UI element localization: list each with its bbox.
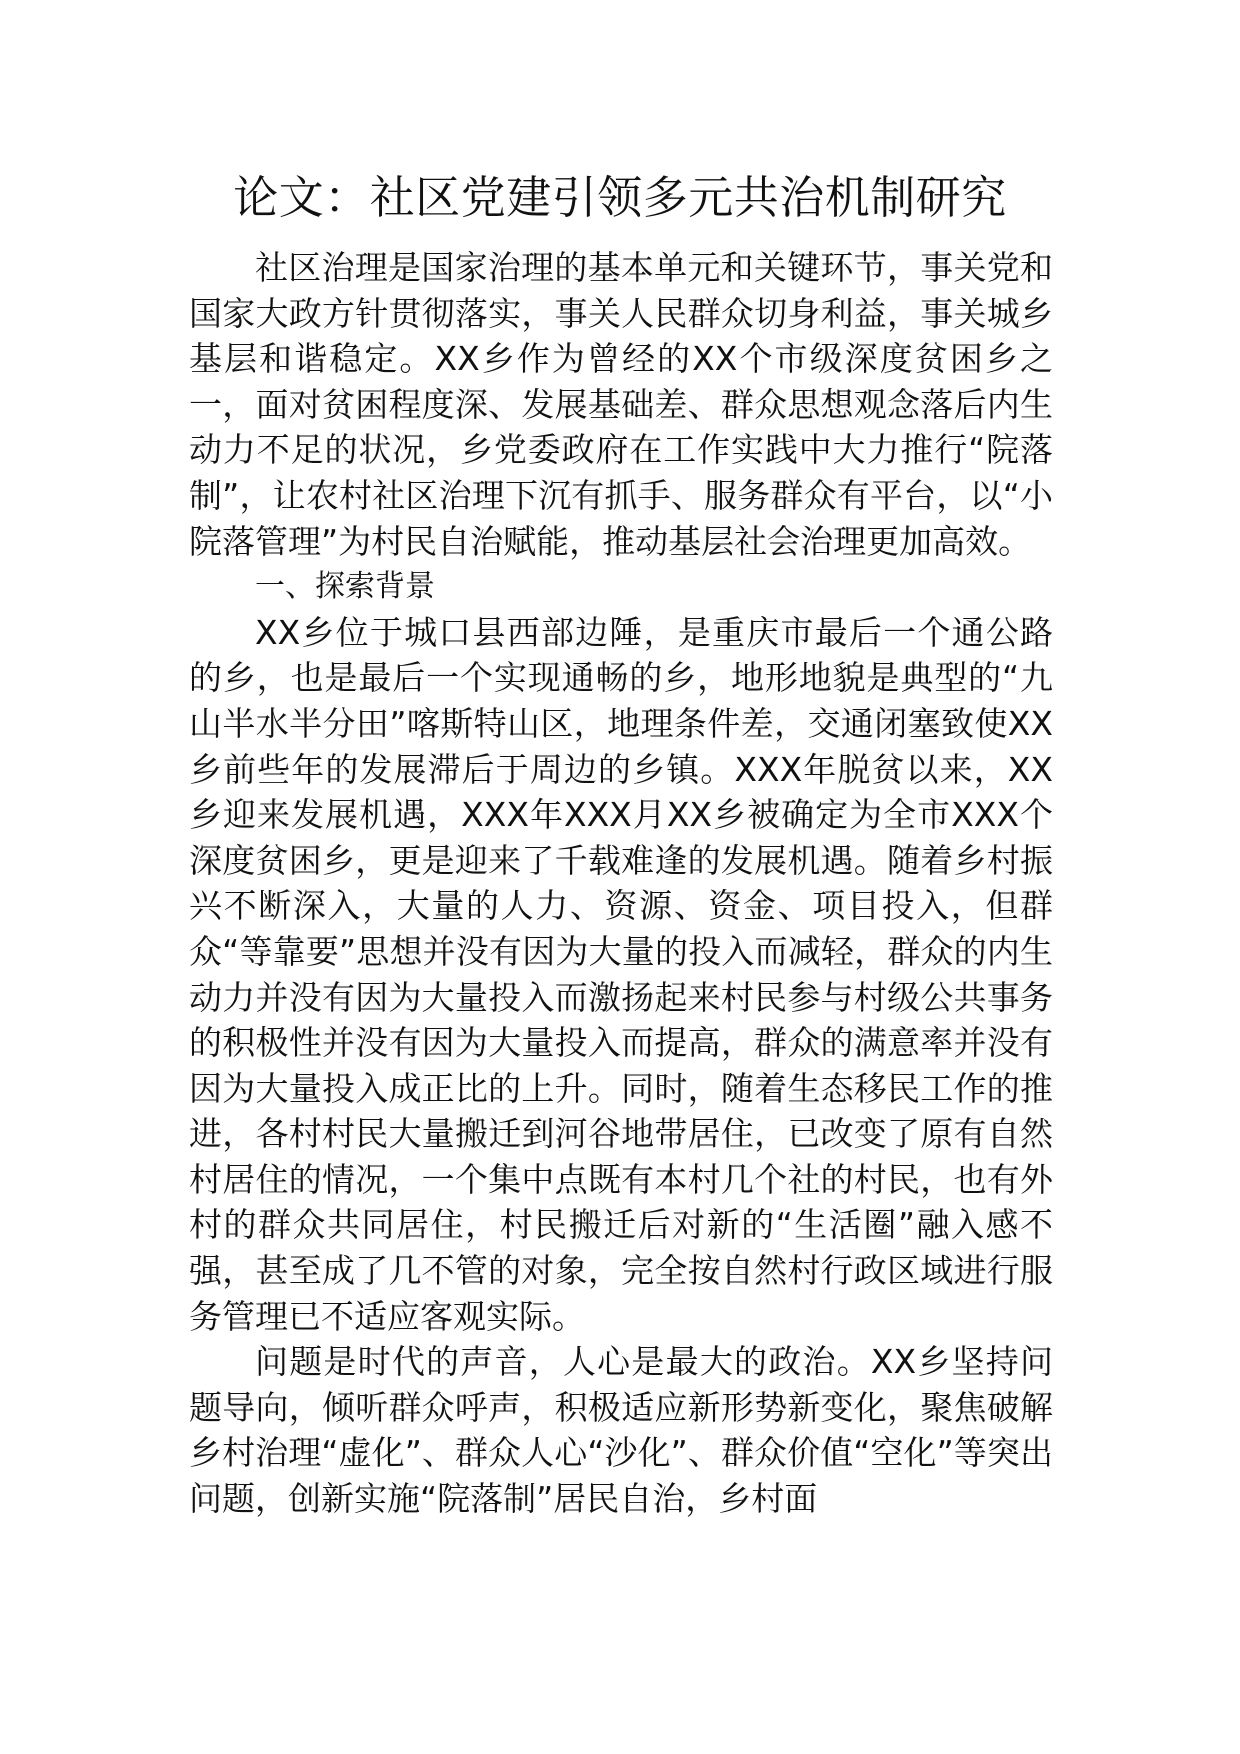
document-body bbox=[189, 245, 1053, 1522]
paragraph-problem: 问题是时代的声音，人心是最大的政治。XX乡坚持问题导向，倾听群众呼声，积极适应新形势新变化，聚焦破解乡村治理“虚化”、群众人心“沙化”、群众价值“空化”等突出问题，创新实施“院落制”居民自治，乡村面 bbox=[189, 1342, 1053, 1519]
paragraph-intro: 社区治理是国家治理的基本单元和关键环节，事关党和国家大政方针贯彻落实，事关人民群众切身利益，事关城乡基层和谐稳定。XX乡作为曾经的XX个市级深度贫困乡之一，面对贫困程度深、发展基础差、群众思想观念落后内生动力不足的状况，乡党委政府在工作实践中大力推行“院落制”，让农村社区治理下沉有抓手、服务群众有平台，以“小院落管理”为村民自治赋能，推动基层社会治理更加高效。 bbox=[189, 248, 1053, 561]
paragraph-background: XX乡位于城口县西部边陲，是重庆市最后一个通公路的乡，也是最后一个实现通畅的乡，地形地貌是典型的“九山半水半分田”喀斯特山区，地理条件差，交通闭塞致使XX乡前些年的发展滞后于周边的乡镇。XXX年脱贫以来，XX乡迎来发展机遇，XXX年XXX月XX乡被确定为全市XXX个深度贫困乡，更是迎来了千载难逢的发展机遇。随着乡村振兴不断深入，大量的人力、资源、资金、项目投入，但群众“等靠要”思想并没有因为大量的投入而减轻，群众的内生动力并没有因为大量投入而激扬起来村民参与村级公共事务的积极性并没有因为大量投入而提高，群众的满意率并没有因为大量投入成正比的上升。同时，随着生态移民工作的推进，各村村民大量搬迁到河谷地带居住，已改变了原有自然村居住的情况，一个集中点既有本村几个社的村民，也有外村的群众共同居住，村民搬迁后对新的“生活圈”融入感不强，甚至成了几不管的对象，完全按自然村行政区域进行服务管理已不适应客观实际。 bbox=[189, 612, 1053, 1336]
document-title: 论文：社区党建引领多元共治机制研究 bbox=[233, 171, 1007, 224]
section-heading-background: 一、探索背景 bbox=[255, 569, 435, 605]
